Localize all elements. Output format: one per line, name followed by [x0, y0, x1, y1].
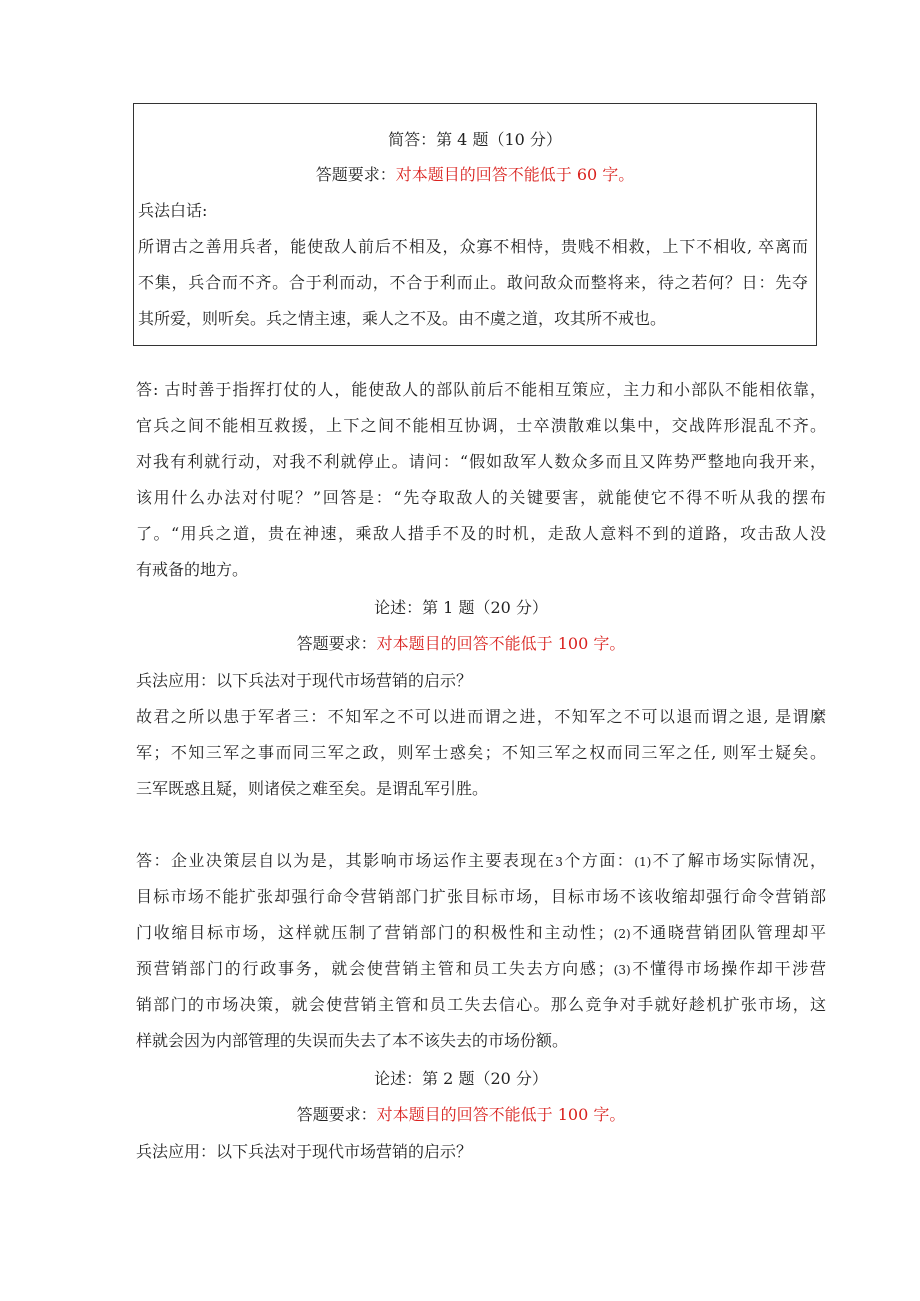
q4-requirement [134, 163, 816, 187]
a1-line-1 [136, 849, 826, 874]
d1-req-label: 答题要求： [296, 634, 377, 653]
a4-line-1: 答: 古时善于指挥打仗的人，能使敌人的部队前后不能相互策应，主力和小部队不能相依靠， [136, 380, 826, 399]
a1-line-3-b: 不通晓营销团队管理却平 [630, 923, 826, 942]
a1-line-4 [136, 957, 826, 982]
a1-marker-3: (3) [613, 963, 631, 977]
q4-line-1: 所谓古之善用兵者，能使敌人前后不相及，众寡不相恃，贵贱不相救，上下不相收, 卒离而 [138, 237, 808, 256]
a1-line-1-c: 不了解市场实际情况， [651, 851, 826, 870]
q4-title: 简答：第 4 题（10 分） [388, 130, 562, 149]
a4-line-5: 了。“用兵之道，贵在神速，乘敌人措手不及的时机，走敌人意料不到的道路，攻击敌人没 [136, 524, 826, 543]
question-4-box [133, 103, 817, 346]
a1-line-1-b: 个方面： [562, 851, 635, 870]
d2-requirement [136, 1103, 786, 1127]
a1-marker-1: (1) [634, 855, 652, 869]
a4-line-6: 有戒备的地方。 [136, 560, 249, 579]
a1-line-4-b: 不懂得市场操作却干涉营 [630, 959, 826, 978]
d1-line-2: 军；不知三军之事而同三军之政，则军士惑矣；不知三军之权而同三军之任, 则军士疑矣。 [136, 743, 826, 762]
d1-requirement [136, 632, 786, 656]
a1-line-3 [136, 921, 826, 946]
d2-title: 论述：第 2 题（20 分） [374, 1069, 548, 1088]
a1-line-4-a: 预营销部门的行政事务，就会使营销主管和员工失去方向感； [136, 959, 614, 978]
a4-line-4: 该用什么办法对付呢？”回答是：“先夺取敌人的关键要害，就能使它不得不听从我的摆布 [136, 488, 826, 507]
q4-req-label: 答题要求： [315, 165, 396, 184]
d1-heading: 兵法应用：以下兵法对于现代市场营销的启示？ [136, 671, 473, 690]
d1-line-3: 三军既惑且疑，则诸侯之难至矣。是谓乱军引胜。 [136, 779, 489, 798]
a4-line-3: 对我有利就行动，对我不利就停止。请问：“假如敌军人数众多而且又阵势严整地向我开来， [136, 452, 826, 471]
d1-title: 论述：第 1 题（20 分） [374, 598, 548, 617]
q4-line-3: 其所爱，则听矣。兵之情主速，乘人之不及。由不虞之道，攻其所不戒也。 [138, 309, 667, 328]
a1-line-6: 样就会因为内部管理的失误而失去了本不该失去的市场份额。 [136, 1031, 569, 1050]
d2-req-label: 答题要求： [296, 1105, 377, 1124]
a1-line-1-num: 3 [555, 855, 563, 869]
d2-req-text: 对本题目的回答不能低于 100 字。 [376, 1105, 626, 1124]
d1-line-1: 故君之所以患于军者三：不知军之不可以进而谓之进，不知军之不可以退而谓之退, 是谓縻 [136, 707, 826, 726]
a1-marker-2: (2) [613, 927, 631, 941]
q4-heading: 兵法白话: [138, 201, 208, 220]
q4-line-2: 不集，兵合而不齐。合于利而动，不合于利而止。敢问敌众而整将来，待之若何？日：先夺 [138, 273, 808, 292]
a1-line-5: 销部门的市场决策，就会使营销主管和员工失去信心。那么竞争对手就好趁机扩张市场，这 [136, 995, 826, 1014]
d2-heading: 兵法应用：以下兵法对于现代市场营销的启示？ [136, 1142, 473, 1161]
a4-line-2: 官兵之间不能相互救援，上下之间不能相互协调，士卒溃散难以集中，交战阵形混乱不齐。 [136, 416, 826, 435]
a1-line-2: 目标市场不能扩张却强行命令营销部门扩张目标市场，目标市场不该收缩却强行命令营销部 [136, 887, 826, 906]
q4-req-text: 对本题目的回答不能低于 60 字。 [395, 165, 635, 184]
a1-line-1-a: 答：企业决策层自以为是，其影响市场运作主要表现在 [136, 851, 556, 870]
a1-line-3-a: 门收缩目标市场，这样就压制了营销部门的积极性和主动性； [136, 923, 614, 942]
d1-req-text: 对本题目的回答不能低于 100 字。 [376, 634, 626, 653]
